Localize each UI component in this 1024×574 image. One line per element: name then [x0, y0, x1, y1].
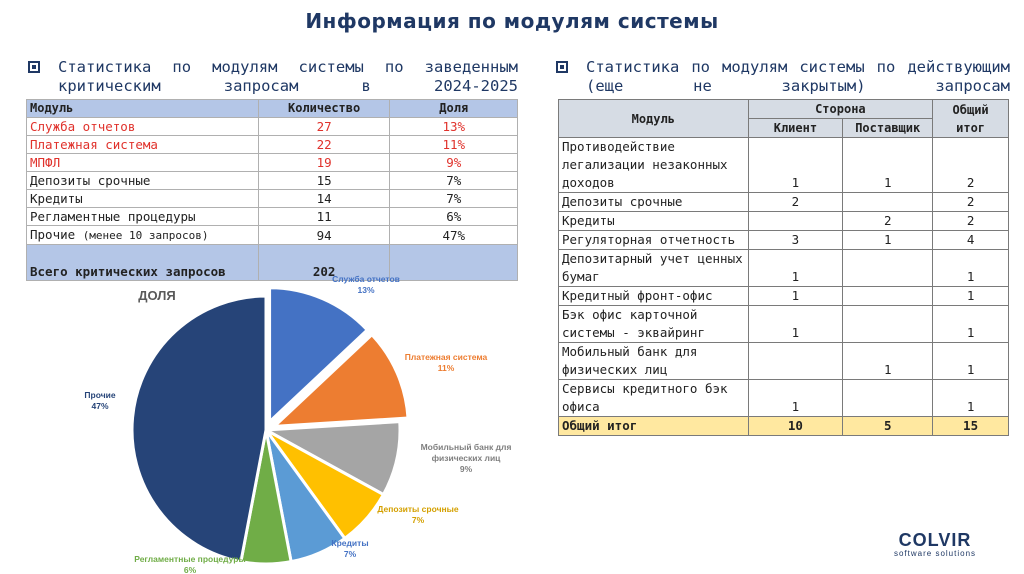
total-total: 15	[933, 417, 1009, 436]
share-pie-chart	[30, 266, 530, 574]
vendor-cell: 1	[843, 343, 933, 380]
share-cell: 11%	[390, 136, 518, 154]
total-label: Общий итог	[559, 417, 749, 436]
total-cell: 2	[933, 212, 1009, 231]
table-row	[27, 136, 518, 154]
logo-tagline: software solutions	[893, 549, 977, 558]
client-cell: 1	[748, 250, 843, 287]
table-row	[27, 118, 518, 136]
slice-label: Регламентные процедуры 6%	[134, 554, 246, 574]
column-header: Клиент	[748, 119, 843, 138]
open-requests-table	[558, 99, 1009, 436]
share-cell: 9%	[390, 154, 518, 172]
module-cell: Кредиты	[559, 212, 749, 231]
pie-slice	[132, 296, 266, 562]
slice-label: Прочие 47%	[84, 390, 116, 411]
table-row	[559, 212, 1009, 231]
slice-label: Мобильный банк для физических лиц 9%	[420, 442, 512, 474]
total-cell: 2	[933, 193, 1009, 212]
column-header: Количество	[258, 100, 390, 118]
bullet-open-text: Статистика по модулям системы по действующим (еще не закрытым) запросам	[586, 58, 1010, 95]
module-cell: МПФЛ	[27, 154, 259, 172]
module-cell: Служба отчетов	[27, 118, 259, 136]
vendor-cell	[843, 306, 933, 343]
client-cell: 3	[748, 231, 843, 250]
column-header: Поставщик	[843, 119, 933, 138]
slice-label: Служба отчетов 13%	[332, 274, 400, 295]
vendor-cell	[843, 193, 933, 212]
column-header: Модуль	[559, 100, 749, 138]
count-cell: 22	[258, 136, 390, 154]
count-cell: 27	[258, 118, 390, 136]
count-cell: 19	[258, 154, 390, 172]
checkbox-bullet-icon	[556, 61, 568, 73]
share-cell: 47%	[390, 226, 518, 245]
column-header: Модуль	[27, 100, 259, 118]
count-cell: 14	[258, 190, 390, 208]
table-row	[559, 250, 1009, 287]
bullet-critical-text: Статистика по модулям системы по заведенным критическим запросам в 2024-2025	[58, 58, 518, 95]
table-row	[559, 193, 1009, 212]
count-cell: 94	[258, 226, 390, 245]
count-cell: 15	[258, 172, 390, 190]
client-cell	[748, 343, 843, 380]
client-cell: 1	[748, 287, 843, 306]
critical-requests-table	[26, 99, 518, 281]
module-cell: Депозитарный учет ценных бумаг	[559, 250, 749, 287]
module-cell: Мобильный банк для физических лиц	[559, 343, 749, 380]
total-vendor: 5	[843, 417, 933, 436]
table-row	[559, 343, 1009, 380]
colvir-logo	[880, 530, 990, 560]
client-cell: 1	[748, 380, 843, 417]
module-cell: Регламентные процедуры	[27, 208, 259, 226]
total-client: 10	[748, 417, 843, 436]
table-row	[27, 154, 518, 172]
client-cell	[748, 212, 843, 231]
share-cell: 13%	[390, 118, 518, 136]
client-cell: 1	[748, 306, 843, 343]
client-cell: 2	[748, 193, 843, 212]
module-cell: Противодействие легализации незаконных доходов	[559, 138, 749, 193]
module-cell: Бэк офис карточной системы - эквайринг	[559, 306, 749, 343]
total-cell: 1	[933, 343, 1009, 380]
vendor-cell: 1	[843, 231, 933, 250]
module-name: Прочие	[30, 227, 76, 242]
module-cell: Кредиты	[27, 190, 259, 208]
slice-label: Кредиты 7%	[331, 538, 369, 559]
total-cell: 1	[933, 250, 1009, 287]
table-row	[559, 306, 1009, 343]
module-cell: Платежная система	[27, 136, 259, 154]
table-row	[27, 208, 518, 226]
client-cell: 1	[748, 138, 843, 193]
column-header: Сторона	[748, 100, 933, 119]
share-cell: 7%	[390, 172, 518, 190]
page-title: Информация по модулям системы	[305, 9, 719, 33]
vendor-cell	[843, 380, 933, 417]
table-row	[27, 172, 518, 190]
total-cell: 1	[933, 287, 1009, 306]
logo-name: COLVIR	[898, 530, 972, 550]
module-cell: Депозиты срочные	[27, 172, 259, 190]
total-cell: 1	[933, 380, 1009, 417]
slice-label: Депозиты срочные 7%	[377, 504, 459, 525]
table-row	[559, 380, 1009, 417]
count-cell: 11	[258, 208, 390, 226]
table-row	[559, 287, 1009, 306]
table-row	[559, 231, 1009, 250]
column-header: Общий итог	[933, 100, 1009, 138]
module-cell: Кредитный фронт-офис	[559, 287, 749, 306]
table-row	[559, 138, 1009, 193]
chart-title: ДОЛЯ	[138, 288, 176, 303]
total-row	[559, 417, 1009, 436]
share-cell: 7%	[390, 190, 518, 208]
checkbox-bullet-icon	[28, 61, 40, 73]
total-cell: 2	[933, 138, 1009, 193]
vendor-cell: 2	[843, 212, 933, 231]
module-note: (менее 10 запросов)	[82, 229, 209, 242]
total-label: Всего критических запросов	[27, 245, 259, 281]
vendor-cell	[843, 250, 933, 287]
module-cell	[27, 226, 259, 245]
bullet-open-stats	[556, 58, 1010, 98]
module-cell: Регуляторная отчетность	[559, 231, 749, 250]
table-row	[27, 190, 518, 208]
total-value: 202	[258, 245, 390, 281]
total-cell: 4	[933, 231, 1009, 250]
column-header: Доля	[390, 100, 518, 118]
share-cell: 6%	[390, 208, 518, 226]
total-cell: 1	[933, 306, 1009, 343]
table-row	[27, 226, 518, 245]
module-cell: Сервисы кредитного бэк офиса	[559, 380, 749, 417]
slice-label: Платежная система 11%	[404, 352, 488, 373]
bullet-critical-stats	[28, 58, 518, 101]
module-cell: Депозиты срочные	[559, 193, 749, 212]
vendor-cell: 1	[843, 138, 933, 193]
vendor-cell	[843, 287, 933, 306]
